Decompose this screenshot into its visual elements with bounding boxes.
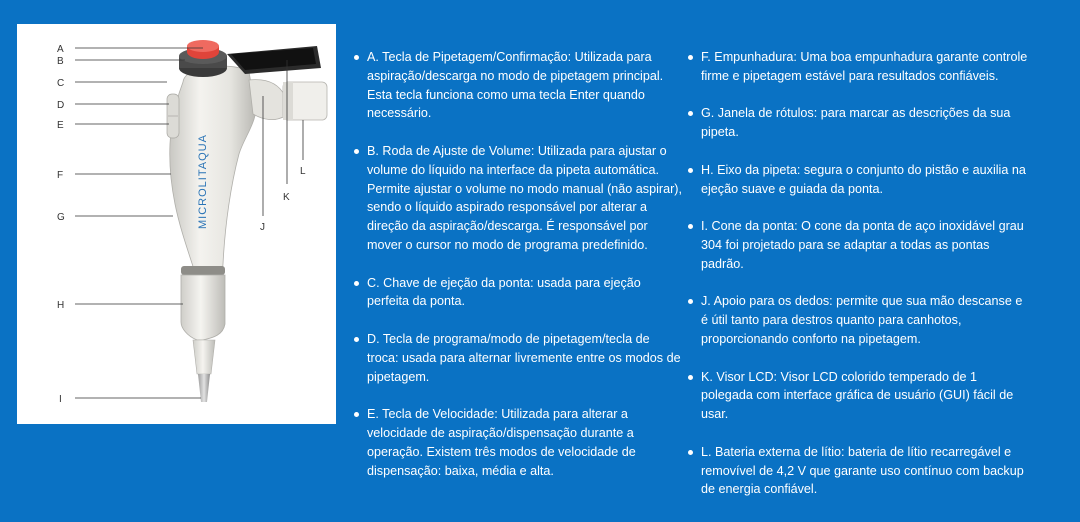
label-d: D	[57, 100, 65, 111]
label-a: A	[57, 44, 64, 55]
shaft-band	[181, 266, 225, 275]
label-f: F	[57, 170, 64, 181]
pipette-shaft	[181, 275, 225, 340]
pipette-handle	[170, 66, 256, 286]
list-item: A. Tecla de Pipetagem/Confirmação: Utilizada para aspiração/descarga no modo de pipetagem principal. Esta tecla funciona como uma tecla Enter quando necessário.	[352, 48, 682, 123]
label-l: L	[300, 166, 306, 177]
pipette-diagram-panel	[17, 24, 336, 424]
list-item: C. Chave de ejeção da ponta: usada para ejeção perfeita da ponta.	[352, 274, 682, 312]
feature-list-left	[352, 48, 682, 480]
label-j: J	[260, 222, 265, 233]
label-b: B	[57, 56, 64, 67]
list-item: J. Apoio para os dedos: permite que sua mão descanse e é útil tanto para destros quanto para canhotos, proporcionando conforto na pipetagem.	[686, 292, 1028, 348]
label-k: K	[283, 192, 290, 203]
label-h: H	[57, 300, 65, 311]
list-item: H. Eixo da pipeta: segura o conjunto do pistão e auxilia na ejeção suave e guiada da ponta.	[686, 161, 1028, 199]
pipette-diagram	[17, 24, 336, 424]
list-item: G. Janela de rótulos: para marcar as descrições da sua pipeta.	[686, 104, 1028, 142]
features-left-column	[352, 48, 682, 499]
list-item: E. Tecla de Velocidade: Utilizada para alterar a velocidade de aspiração/dispensação durante a operação. Existem três modos de velocidade de dispensação: baixa, média e alta.	[352, 405, 682, 480]
finger-rest	[249, 80, 285, 120]
list-item: K. Visor LCD: Visor LCD colorido temperado de 1 polegada com interface gráfica de usuário (GUI) fácil de usar.	[686, 368, 1028, 424]
list-item: L. Bateria externa de lítio: bateria de lítio recarregável e removível de 4,2 V que garante uso contínuo com backup de energia confiável.	[686, 443, 1028, 499]
label-g: G	[57, 212, 65, 223]
features-right-column	[686, 48, 1028, 518]
feature-list-right	[686, 48, 1028, 499]
list-item: I. Cone da ponta: O cone da ponta de aço inoxidável grau 304 foi projetado para se adaptar a todas as pontas padrão.	[686, 217, 1028, 273]
label-c: C	[57, 78, 65, 89]
list-item: F. Empunhadura: Uma boa empunhadura garante controle firme e pipetagem estável para resultados confiáveis.	[686, 48, 1028, 86]
label-i: I	[59, 394, 62, 405]
list-item: D. Tecla de programa/modo de pipetagem/tecla de troca: usada para alternar livremente entre os modos de pipetagem.	[352, 330, 682, 386]
label-e: E	[57, 120, 64, 131]
brand-text: MICROLITAQUA	[197, 134, 209, 229]
list-item: B. Roda de Ajuste de Volume: Utilizada para ajustar o volume do líquido na interface da pipeta automática. Permite ajustar o volume no modo manual (não aspirar), sendo o líquido aspirado responsável por alterar a direção da aspiração/descarga. É responsável por mover o cursor no modo de programa predefinido.	[352, 142, 682, 255]
